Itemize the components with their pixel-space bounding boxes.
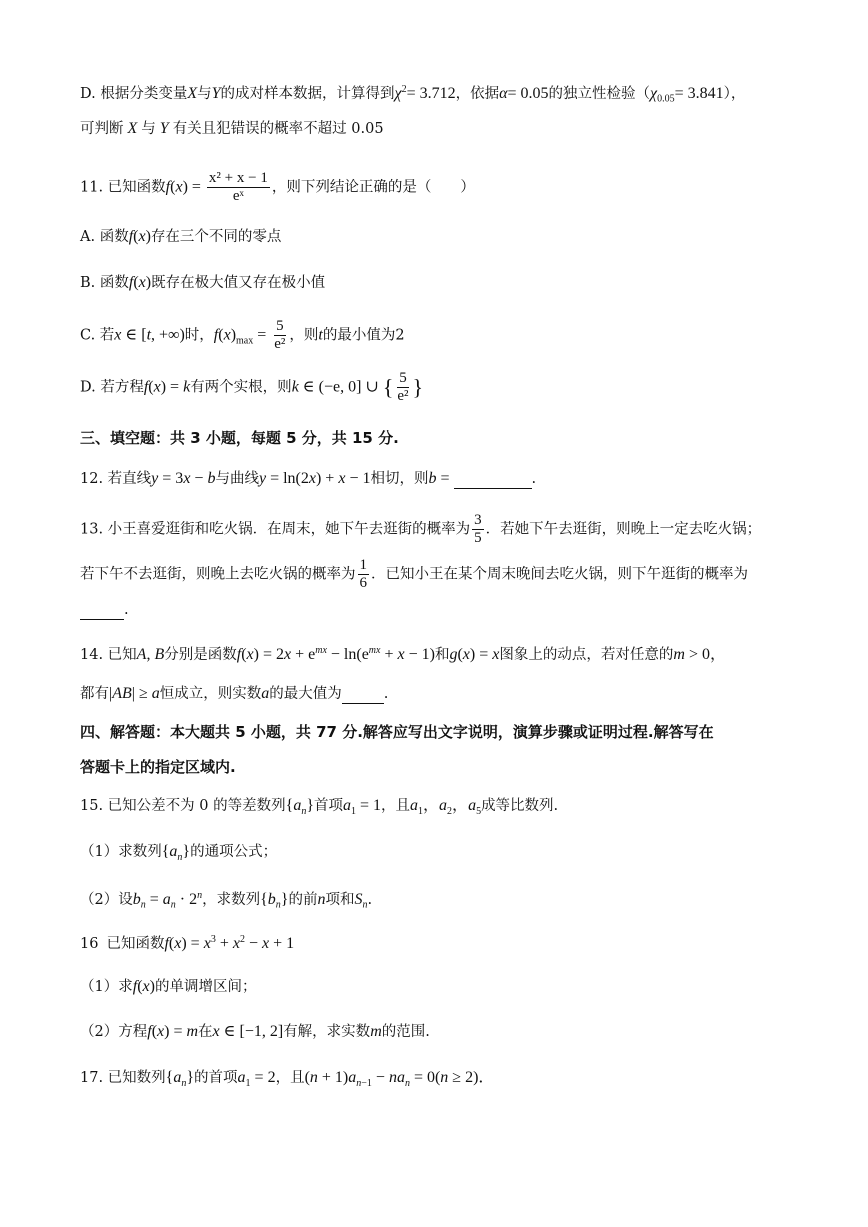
- q14-line1: 14. 已知A, B分别是函数$f(x) = 2x + e^{mx} - \ln(e^{mx} + x - 1)$和g(x) = x图象上的动点，若对任意的m > 0，: [80, 645, 726, 663]
- q16-part1: （1）求f(x)的单调增区间；: [80, 978, 257, 995]
- q13-line3: .: [80, 600, 129, 620]
- q13-line1: 13. 小王喜爱逛街和吃火锅．在周末，她下午去逛街的概率为 $\frac{3}{5}$ ．若她下午去逛街，则晚上一定去吃火锅；: [80, 512, 762, 546]
- q12: 12. 若直线y = 3x − b与曲线y = ln(2x) + x − 1相切，则b = .: [80, 470, 537, 487]
- q16-part2: （2）方程f(x) = m在x ∈ [−1, 2]有解，求实数m的范围.: [80, 1023, 430, 1040]
- q17-stem: 17. 已知数列$\{a_n\}$的首项$a_1 = 2$，且$(n + 1)a_{n-1} - na_n = 0(n \ge 2)$．: [80, 1069, 495, 1089]
- q10-option-d-line2: 可判断 X 与 Y 有关且犯错误的概率不超过 0.05: [80, 120, 384, 137]
- q11-stem: 11. 已知函数f(x) = $\frac{\text{x² + x − 1}}{\text{eˣ}}$ ，则下列结论正确的是（ ）: [80, 170, 475, 204]
- q11-option-d: D. 若方程f(x) = k有两个实根，则k ∈ (−e, 0] ∪ { $\frac{5}{\text{e²}}$ }: [80, 370, 424, 404]
- q11-option-b: B. 函数f(x)既存在极大值又存在极小值: [80, 274, 326, 291]
- q12-answer-blank[interactable]: [454, 474, 532, 489]
- q15-part2: （2）设$b_n = a_n \cdot 2^n$，求数列$\{b_n\}$的前n项和$S_n$.: [80, 890, 373, 911]
- q14-line2: 都有|AB| ≥ a恒成立，则实数a的最大值为 .: [80, 685, 389, 702]
- section-4-title-line1: 四、解答题：本大题共 5 小题，共 77 分.解答应写出文字说明，演算步骤或证明过程.解答写在: [80, 723, 714, 741]
- q11-option-a: A. 函数f(x)存在三个不同的零点: [80, 228, 282, 245]
- q15-part1: （1）求数列$\{a_n\}$的通项公式；: [80, 843, 278, 863]
- q15-stem: 15. 已知公差不为 0 的等差数列$\{a_n\}$首项$a_1 = 1$，且$a_1$，$a_2$，$a_5$成等比数列.: [80, 797, 559, 817]
- q11-option-c: C. 若x ∈ [t, +∞)时，$f(x)_{max}$ = $\frac{5}{\text{e²}}$ ，则t的最小值为2: [80, 318, 405, 352]
- q13-answer-blank[interactable]: [80, 605, 124, 620]
- q16-stem: 16 已知函数$f(x) = x^3 + x^2 - x + 1$: [80, 934, 295, 952]
- q10-option-d-line1: D. 根据分类变量X与Y的成对样本数据，计算得到$\chi^2= 3.712$，依据α= 0.05的独立性检验$(\chi_{0.05}= 3.841)$，: [80, 84, 746, 105]
- q13-line2: 若下午不去逛街，则晚上去吃火锅的概率为 $\frac{1}{6}$ ．已知小王在某个周末晚间去吃火锅，则下午逛街的概率为: [80, 557, 748, 591]
- q14-answer-blank[interactable]: [342, 689, 384, 704]
- q11-fraction: $\frac{\text{x² + x − 1}}{\text{eˣ}}$: [208, 170, 268, 204]
- section-3-title: 三、填空题：共 3 小题，每题 5 分，共 15 分.: [80, 429, 399, 447]
- section-4-title-line2: 答题卡上的指定区域内.: [80, 758, 236, 776]
